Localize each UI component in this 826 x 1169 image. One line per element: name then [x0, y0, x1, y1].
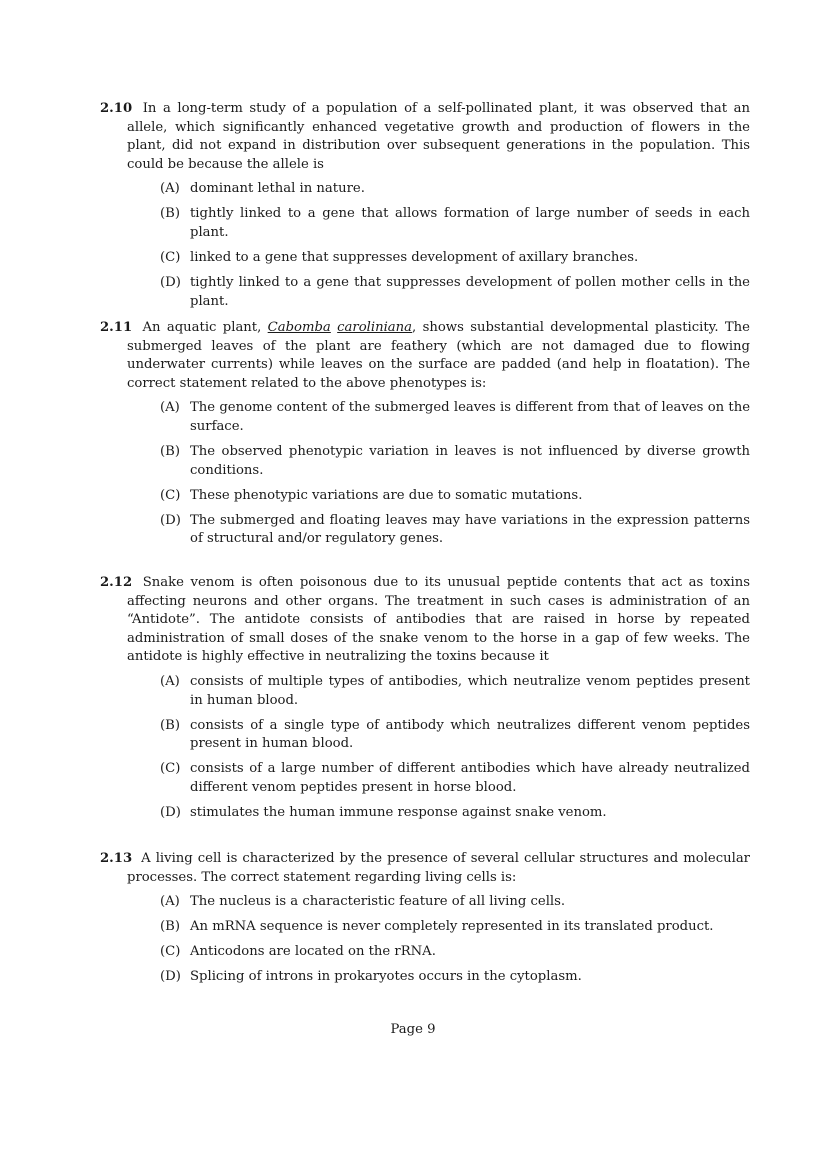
option-d: [160, 968, 750, 987]
question-2-11: [100, 319, 750, 556]
option-text: The submerged and floating leaves may have variations in the expression patterns of structural and/or regulatory genes.: [190, 512, 750, 547]
option-text: consists of a single type of antibody which neutralizes different venom peptides present in human blood.: [190, 717, 750, 752]
question-number: 2.10: [100, 101, 133, 116]
option-c: [160, 487, 750, 506]
option-text: tightly linked to a gene that suppresses development of pollen mother cells in the plant.: [190, 275, 750, 309]
question-stem: [100, 574, 750, 667]
question-2-12: [100, 574, 750, 829]
question-stem: [100, 100, 750, 174]
option-text: The genome content of the submerged leaves is different from that of leaves on the surface.: [190, 400, 750, 434]
option-label: (C): [160, 487, 181, 503]
option-label: (C): [160, 250, 181, 266]
option-label: (A): [160, 673, 180, 689]
option-text: An mRNA sequence is never completely represented in its translated product.: [190, 919, 714, 935]
question-stem: [100, 850, 750, 887]
option-text: consists of multiple types of antibodies, which neutralize venom peptides present in human blood.: [190, 673, 750, 708]
option-c: [160, 249, 750, 268]
option-a: [160, 399, 750, 436]
option-label: (B): [160, 444, 180, 460]
question-2-10: [100, 100, 750, 318]
option-label: (B): [160, 717, 180, 733]
option-text: consists of a large number of different antibodies which have already neutralized different venom peptides present in horse blood.: [190, 761, 750, 795]
option-c: [160, 760, 750, 797]
option-d: [160, 274, 750, 311]
question-text-after: , shows substantial developmental plasticity. The submerged leaves of the plant are feathery (which are not damaged due to flowing underwater currents) while leaves on the surface are padded (and help in floatation). The correct statement related to the above phenotypes is:: [127, 320, 750, 391]
option-label: (D): [160, 969, 181, 985]
option-a: [160, 180, 750, 199]
option-text: Splicing of introns in prokaryotes occurs in the cytoplasm.: [190, 969, 582, 985]
genus-name: Cabomba: [267, 320, 331, 335]
options-list: [100, 180, 750, 311]
option-a: [160, 893, 750, 912]
question-text: A living cell is characterized by the presence of several cellular structures and molecular processes. The correct statement regarding living cells is:: [127, 851, 750, 885]
option-label: (D): [160, 275, 181, 291]
option-label: (D): [160, 512, 181, 528]
question-text: Snake venom is often poisonous due to its unusual peptide contents that act as toxins affecting neurons and other organs. The treatment in such cases is administration of an “Antidote”. The antidote consists of antibodies that are raised in horse by repeated administration of small doses of the snake venom to the horse in a gap of few weeks. The antidote is highly effective in neutralizing the toxins because it: [127, 575, 750, 665]
option-d: [160, 512, 750, 549]
option-text: dominant lethal in nature.: [190, 181, 365, 197]
question-text-before: An aquatic plant,: [142, 320, 262, 335]
question-number: 2.11: [100, 320, 133, 335]
option-label: (A): [160, 894, 180, 910]
options-list: [100, 893, 750, 987]
option-b: [160, 205, 750, 242]
option-text: These phenotypic variations are due to somatic mutations.: [190, 487, 583, 503]
question-number: 2.12: [100, 575, 133, 590]
option-a: [160, 673, 750, 710]
question-stem: [100, 319, 750, 393]
question-text: In a long-term study of a population of a self-pollinated plant, it was observed that an allele, which significantly enhanced vegetative growth and production of flowers in the plant, did not expand in distribution over subsequent generations in the population. This could be because the allele is: [127, 101, 750, 172]
question-2-13: [100, 850, 750, 994]
option-text: The nucleus is a characteristic feature of all living cells.: [190, 894, 566, 910]
question-number: 2.13: [100, 851, 133, 866]
option-d: [160, 804, 750, 823]
options-list: [100, 399, 750, 549]
species-name: caroliniana: [337, 320, 413, 335]
options-list: [100, 673, 750, 823]
option-label: (C): [160, 944, 181, 960]
option-c: [160, 943, 750, 962]
option-b: [160, 443, 750, 480]
option-text: tightly linked to a gene that allows formation of large number of seeds in each plant.: [190, 206, 750, 241]
option-label: (C): [160, 761, 181, 777]
option-text: Anticodons are located on the rRNA.: [190, 944, 436, 960]
option-b: [160, 717, 750, 754]
option-text: The observed phenotypic variation in leaves is not influenced by diverse growth conditions.: [190, 444, 750, 478]
option-b: [160, 918, 750, 937]
option-label: (A): [160, 400, 180, 416]
option-label: (B): [160, 919, 180, 935]
option-label: (B): [160, 206, 180, 222]
page-number: Page 9: [390, 1022, 436, 1037]
option-text: linked to a gene that suppresses development of axillary branches.: [190, 250, 639, 266]
option-text: stimulates the human immune response against snake venom.: [190, 805, 607, 821]
option-label: (D): [160, 805, 181, 821]
option-label: (A): [160, 181, 180, 197]
